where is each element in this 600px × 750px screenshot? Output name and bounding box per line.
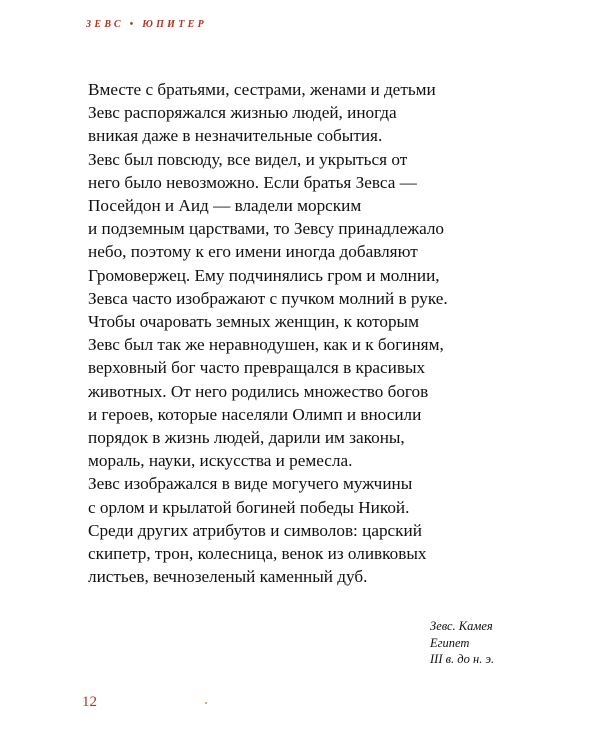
text-line: мораль, науки, искусства и ремесла.	[88, 451, 353, 471]
image-caption	[430, 618, 494, 668]
text-line: Зевс распоряжался жизнью людей, иногда	[88, 103, 397, 123]
text-line: небо, поэтому к его имени иногда добавляют	[88, 242, 418, 262]
page-number: 12	[82, 694, 97, 710]
running-header: ЗЕВС • ЮПИТЕР	[86, 19, 208, 30]
text-line: Вместе с братьями, сестрами, женами и детьми	[88, 80, 436, 99]
text-line: Среди других атрибутов и символов: царский	[88, 520, 422, 540]
text-line: вникая даже в незначительные события.	[88, 126, 383, 146]
text-line: скипетр, трон, колесница, венок из оливковых	[88, 544, 427, 564]
text-line: Зевс изображался в виде могучего мужчины	[88, 474, 413, 494]
text-line: Зевс был повсюду, все видел, и укрыться от	[88, 149, 408, 169]
text-line: и героев, которые населяли Олимп и вносили	[88, 404, 422, 424]
text-line: верховный бог часто превращался в красивых	[88, 358, 426, 378]
text-line: и подземным царствами, то Зевсу принадлежало	[88, 219, 445, 239]
text-line: Зевса часто изображают с пучком молний в руке.	[88, 288, 448, 308]
text-line: Громовержец. Ему подчинялись гром и молнии,	[88, 265, 440, 285]
text-line: с орлом и крылатой богиней победы Никой.	[88, 497, 410, 517]
text-line: порядок в жизнь людей, дарили им законы,	[88, 428, 405, 448]
caption-line: III в. до н. э.	[430, 652, 495, 666]
decorative-dot	[205, 702, 207, 704]
caption-line: Египет	[430, 635, 470, 650]
text-line: листьев, вечнозеленый каменный дуб.	[88, 567, 368, 587]
text-line: Чтобы очаровать земных женщин, к которым	[88, 312, 419, 332]
text-line: Зевс был так же неравнодушен, как и к богиням,	[88, 335, 444, 355]
text-line: него было невозможно. Если братья Зевса —	[88, 172, 417, 192]
text-line: Посейдон и Аид — владели морским	[88, 196, 362, 216]
caption-line: Зевс. Камея	[430, 619, 493, 633]
main-text-block	[88, 78, 528, 588]
text-line: животных. От него родились множество богов	[88, 381, 429, 401]
